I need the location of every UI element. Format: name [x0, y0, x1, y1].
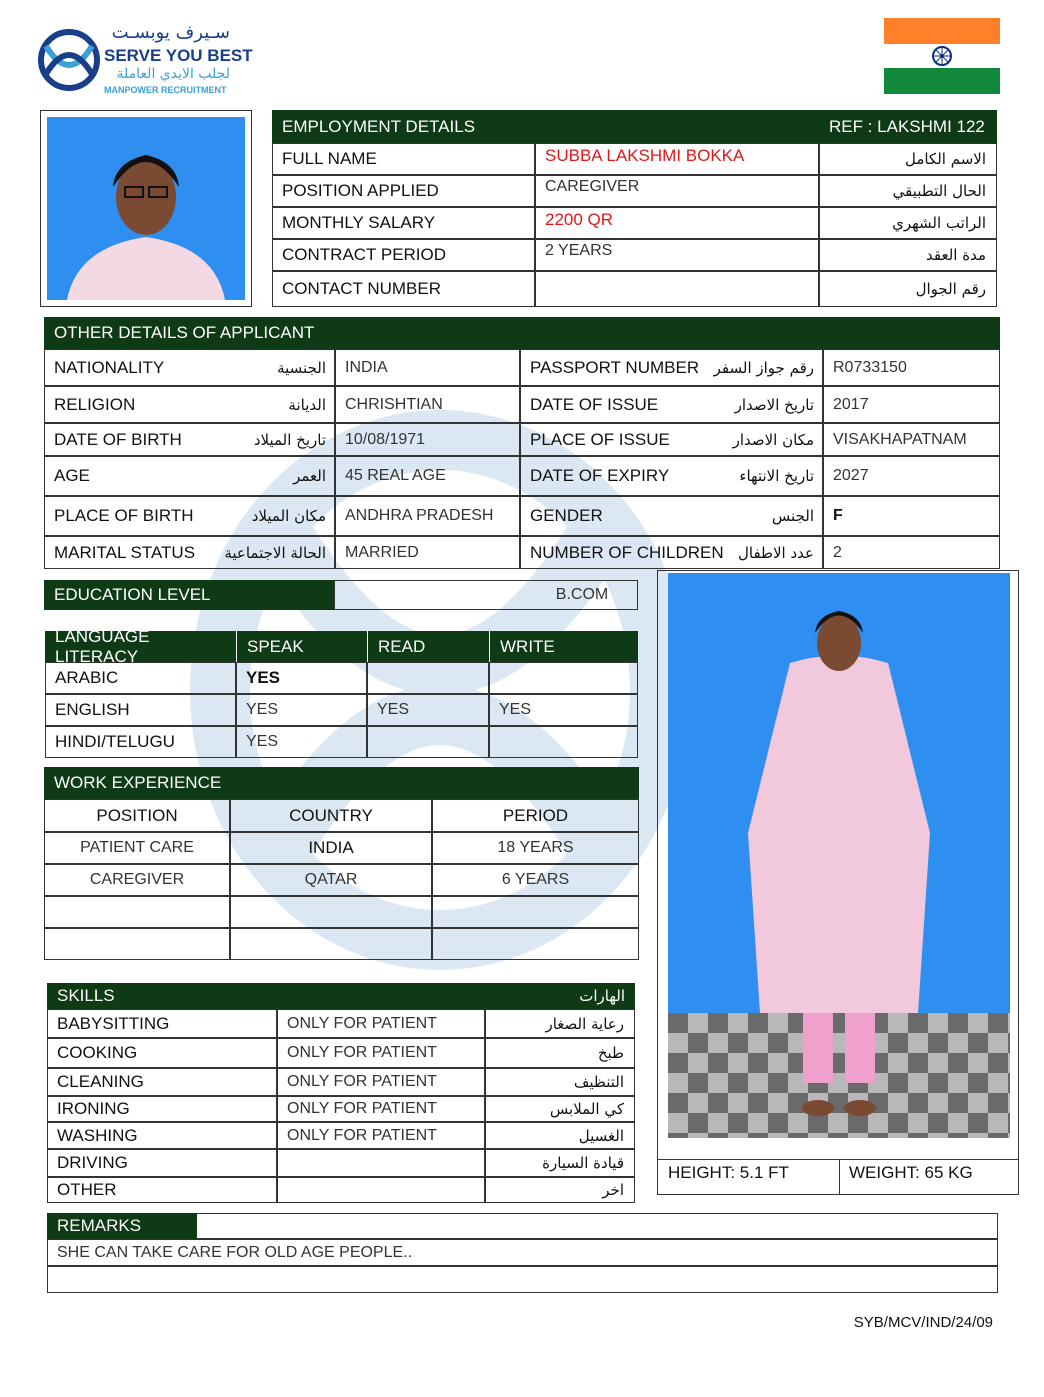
- skill-row: [47, 1068, 635, 1096]
- applicant-field-label: NATIONALITY: [54, 357, 165, 377]
- applicant-field: [44, 423, 335, 456]
- remarks-text-cell: [47, 1239, 998, 1266]
- passport-field-label: GENDER: [530, 506, 603, 525]
- applicant-field-label: DATE OF BIRTH: [54, 429, 182, 449]
- applicant-field-value: MARRIED: [335, 536, 520, 569]
- employment-details-title: EMPLOYMENT DETAILS: [282, 116, 476, 136]
- document-code: SYB/MCV/IND/24/09: [853, 1314, 993, 1331]
- employment-table: [272, 143, 997, 307]
- work-cell: 18 YEARS: [432, 832, 639, 864]
- employment-value: 2200 QR: [535, 207, 819, 239]
- skill-name: DRIVING: [47, 1149, 277, 1177]
- employment-label: FULL NAME: [272, 143, 535, 175]
- passport-field: [520, 456, 823, 496]
- passport-field-value: 2027: [823, 456, 1000, 496]
- remarks-blank-row: [47, 1266, 998, 1293]
- passport-field-arabic: تاريخ الانتهاء: [739, 467, 814, 485]
- passport-field-label: NUMBER OF CHILDREN: [530, 542, 724, 562]
- skill-name-arabic: طبخ: [485, 1038, 635, 1068]
- skill-row: [47, 1149, 635, 1177]
- language-cell: YES: [236, 662, 367, 694]
- portrait-figure: [47, 117, 245, 300]
- employment-row: [272, 175, 997, 207]
- language-column-header: READ: [367, 631, 489, 662]
- other-details-row: [44, 496, 1000, 536]
- skill-row: [47, 1177, 635, 1203]
- skill-name: OTHER: [47, 1177, 277, 1203]
- employment-row: [272, 239, 997, 271]
- work-column-header: POSITION: [44, 799, 230, 832]
- applicant-field-value: CHRISHTIAN: [335, 386, 520, 423]
- skill-row: [47, 1096, 635, 1122]
- work-row: [44, 896, 639, 928]
- applicant-field: [44, 456, 335, 496]
- work-cell: [230, 896, 432, 928]
- ref-header: [819, 110, 997, 143]
- passport-field-label: PASSPORT NUMBER: [530, 357, 700, 377]
- remarks-header: [47, 1213, 197, 1239]
- skill-level: ONLY FOR PATIENT: [277, 1009, 485, 1038]
- passport-field-label: DATE OF ISSUE: [530, 394, 659, 414]
- work-experience-header: [44, 767, 341, 799]
- skill-row: [47, 1038, 635, 1068]
- skill-name-arabic: كي الملابس: [485, 1096, 635, 1122]
- work-column-header: COUNTRY: [230, 799, 432, 832]
- work-experience-title: WORK EXPERIENCE: [54, 773, 222, 792]
- applicant-field-arabic: تاريخ الميلاد: [253, 430, 326, 449]
- passport-field-value: F: [823, 496, 1000, 536]
- passport-field-value: 2: [823, 536, 1000, 569]
- language-cell: [367, 662, 489, 694]
- work-cell: [432, 928, 639, 960]
- work-cell: CAREGIVER: [44, 864, 230, 896]
- applicant-field-value: INDIA: [335, 349, 520, 386]
- remarks-text: SHE CAN TAKE CARE FOR OLD AGE PEOPLE..: [57, 1243, 413, 1261]
- work-cell: PATIENT CARE: [44, 832, 230, 864]
- applicant-field-arabic: الديانة: [288, 395, 326, 414]
- work-experience-table: [44, 799, 639, 960]
- applicant-field-value: 10/08/1971: [335, 423, 520, 456]
- education-header: [44, 580, 334, 610]
- language-literacy-table: [45, 626, 638, 758]
- applicant-full-photo: [657, 570, 1019, 1195]
- language-cell: [367, 726, 489, 758]
- other-details-header-right: [520, 317, 1000, 349]
- applicant-field: [44, 349, 335, 386]
- employment-arabic-label: الراتب الشهري: [819, 207, 997, 239]
- passport-field: [520, 386, 823, 423]
- language-column-header: LANGUAGE LITERACY: [55, 626, 150, 666]
- language-column-header: SPEAK: [236, 631, 367, 662]
- applicant-field-label: RELIGION: [54, 394, 136, 414]
- passport-field: [520, 349, 823, 386]
- language-cell: YES: [236, 726, 367, 758]
- skills-header-arabic: [375, 983, 635, 1009]
- skill-level: ONLY FOR PATIENT: [277, 1038, 485, 1068]
- language-cell: YES: [236, 694, 367, 726]
- education-value-cell: [334, 580, 638, 610]
- passport-field: [520, 536, 823, 569]
- language-cell: ENGLISH: [45, 694, 236, 726]
- skill-level: [277, 1149, 485, 1177]
- employment-arabic-label: مدة العقد: [819, 239, 997, 271]
- language-column-header: WRITE: [489, 631, 638, 662]
- skill-row: [47, 1009, 635, 1038]
- work-column-header: PERIOD: [432, 799, 639, 832]
- skills-title-arabic: الهارات: [579, 987, 625, 1005]
- applicant-field: [44, 536, 335, 569]
- employment-value: [535, 271, 819, 307]
- skill-level: ONLY FOR PATIENT: [277, 1096, 485, 1122]
- employment-label: MONTHLY SALARY: [272, 207, 535, 239]
- skill-name: CLEANING: [47, 1068, 277, 1096]
- language-row: [45, 726, 638, 758]
- language-cell: YES: [489, 694, 638, 726]
- employment-row: [272, 207, 997, 239]
- work-row: [44, 928, 639, 960]
- work-experience-header-right: [341, 767, 639, 799]
- work-cell: 6 YEARS: [432, 864, 639, 896]
- passport-field-value: VISAKHAPATNAM: [823, 423, 1000, 456]
- passport-field: [520, 423, 823, 456]
- other-details-header: [44, 317, 520, 349]
- passport-field-arabic: تاريخ الاصدار: [734, 395, 814, 414]
- work-header-row: [44, 799, 639, 832]
- applicant-field-label: MARITAL STATUS: [54, 542, 196, 562]
- other-details-row: [44, 349, 1000, 386]
- skill-level: ONLY FOR PATIENT: [277, 1068, 485, 1096]
- work-cell: INDIA: [230, 832, 432, 864]
- work-cell: [230, 928, 432, 960]
- skill-name: WASHING: [47, 1122, 277, 1149]
- weight-label: WEIGHT: 65 KG: [849, 1163, 973, 1182]
- logo-english-name: SERVE YOU BEST: [104, 46, 253, 65]
- skill-name-arabic: الغسيل: [485, 1122, 635, 1149]
- applicant-field: [44, 386, 335, 423]
- language-cell: [489, 726, 638, 758]
- applicant-field: [44, 496, 335, 536]
- employment-row: [272, 271, 997, 307]
- applicant-field-label: PLACE OF BIRTH: [54, 506, 194, 525]
- logo-arabic-name: سـيرف يوبسـت: [111, 22, 230, 43]
- skill-name-arabic: رعاية الصغار: [485, 1009, 635, 1038]
- height-label: HEIGHT: 5.1 FT: [668, 1163, 789, 1182]
- remarks-header-line: [197, 1213, 998, 1239]
- applicant-field-arabic: الجنسية: [277, 358, 326, 377]
- applicant-field-value: 45 REAL AGE: [335, 456, 520, 496]
- language-row: [45, 694, 638, 726]
- applicant-portrait: [40, 110, 252, 307]
- employment-arabic-label: رقم الجوال: [819, 271, 997, 307]
- applicant-field-value: ANDHRA PRADESH: [335, 496, 520, 536]
- language-row: [45, 662, 638, 694]
- logo-mark-icon: [34, 24, 104, 96]
- skills-title: SKILLS: [57, 986, 115, 1005]
- skill-name-arabic: قيادة السيارة: [485, 1149, 635, 1177]
- passport-field-label: DATE OF EXPIRY: [530, 466, 670, 485]
- remarks-title: REMARKS: [57, 1216, 142, 1235]
- other-details-row: [44, 456, 1000, 496]
- other-details-row: [44, 423, 1000, 456]
- work-row: [44, 864, 639, 896]
- skill-name-arabic: اخر: [485, 1177, 635, 1203]
- employment-row: [272, 143, 997, 175]
- ref-number: REF : LAKSHMI 122: [829, 116, 985, 136]
- passport-field-arabic: عدد الاطفال: [738, 543, 814, 562]
- india-flag: [884, 18, 1000, 94]
- language-cell: ARABIC: [45, 662, 236, 694]
- employment-value: 2 YEARS: [535, 239, 819, 271]
- language-header-row: [45, 626, 638, 666]
- skill-level: [277, 1177, 485, 1203]
- education-label: EDUCATION LEVEL: [54, 585, 211, 604]
- passport-field-value: R0733150: [823, 349, 1000, 386]
- passport-field-label: PLACE OF ISSUE: [530, 429, 670, 449]
- skill-name: COOKING: [47, 1038, 277, 1068]
- other-details-table: [44, 349, 1000, 569]
- other-details-row: [44, 536, 1000, 569]
- work-row: [44, 832, 639, 864]
- skill-row: [47, 1122, 635, 1149]
- employment-value: CAREGIVER: [535, 175, 819, 207]
- skills-table: [47, 1009, 635, 1203]
- skill-name: BABYSITTING: [47, 1009, 277, 1038]
- employment-arabic-label: الحال التطبيقي: [819, 175, 997, 207]
- applicant-field-label: AGE: [54, 466, 90, 485]
- passport-field-arabic: الجنس: [771, 507, 814, 525]
- employment-label: POSITION APPLIED: [272, 175, 535, 207]
- language-cell: [489, 662, 638, 694]
- work-cell: QATAR: [230, 864, 432, 896]
- language-cell: YES: [367, 694, 489, 726]
- applicant-field-arabic: مكان الميلاد: [251, 507, 326, 525]
- work-cell: [44, 896, 230, 928]
- employment-details-header: [272, 110, 819, 143]
- logo-english-sub: MANPOWER RECRUITMENT: [104, 85, 227, 95]
- employment-value: SUBBA LAKSHMI BOKKA: [535, 143, 819, 175]
- passport-field-arabic: مكان الاصدار: [732, 430, 814, 449]
- skills-header: [47, 983, 375, 1009]
- ashoka-chakra-icon: [931, 45, 953, 67]
- applicant-field-arabic: الحالة الاجتماعية: [224, 543, 326, 562]
- passport-field-arabic: رقم جواز السفر: [713, 358, 814, 377]
- work-cell: [44, 928, 230, 960]
- other-details-row: [44, 386, 1000, 423]
- employment-label: CONTACT NUMBER: [272, 271, 535, 307]
- skill-level: ONLY FOR PATIENT: [277, 1122, 485, 1149]
- education-value: B.COM: [555, 586, 609, 603]
- skill-name-arabic: التنظيف: [485, 1068, 635, 1096]
- passport-field: [520, 496, 823, 536]
- applicant-field-arabic: العمر: [293, 467, 326, 485]
- full-photo-figure: [668, 573, 1010, 1138]
- employment-arabic-label: الاسم الكامل: [819, 143, 997, 175]
- work-cell: [432, 896, 639, 928]
- logo-arabic-sub: لجلب الايدي العاملة: [116, 66, 230, 82]
- passport-field-value: 2017: [823, 386, 1000, 423]
- skill-name: IRONING: [47, 1096, 277, 1122]
- employment-label: CONTRACT PERIOD: [272, 239, 535, 271]
- language-cell: HINDI/TELUGU: [45, 726, 236, 758]
- other-details-title: OTHER DETAILS OF APPLICANT: [54, 323, 315, 342]
- company-logo: [34, 22, 264, 102]
